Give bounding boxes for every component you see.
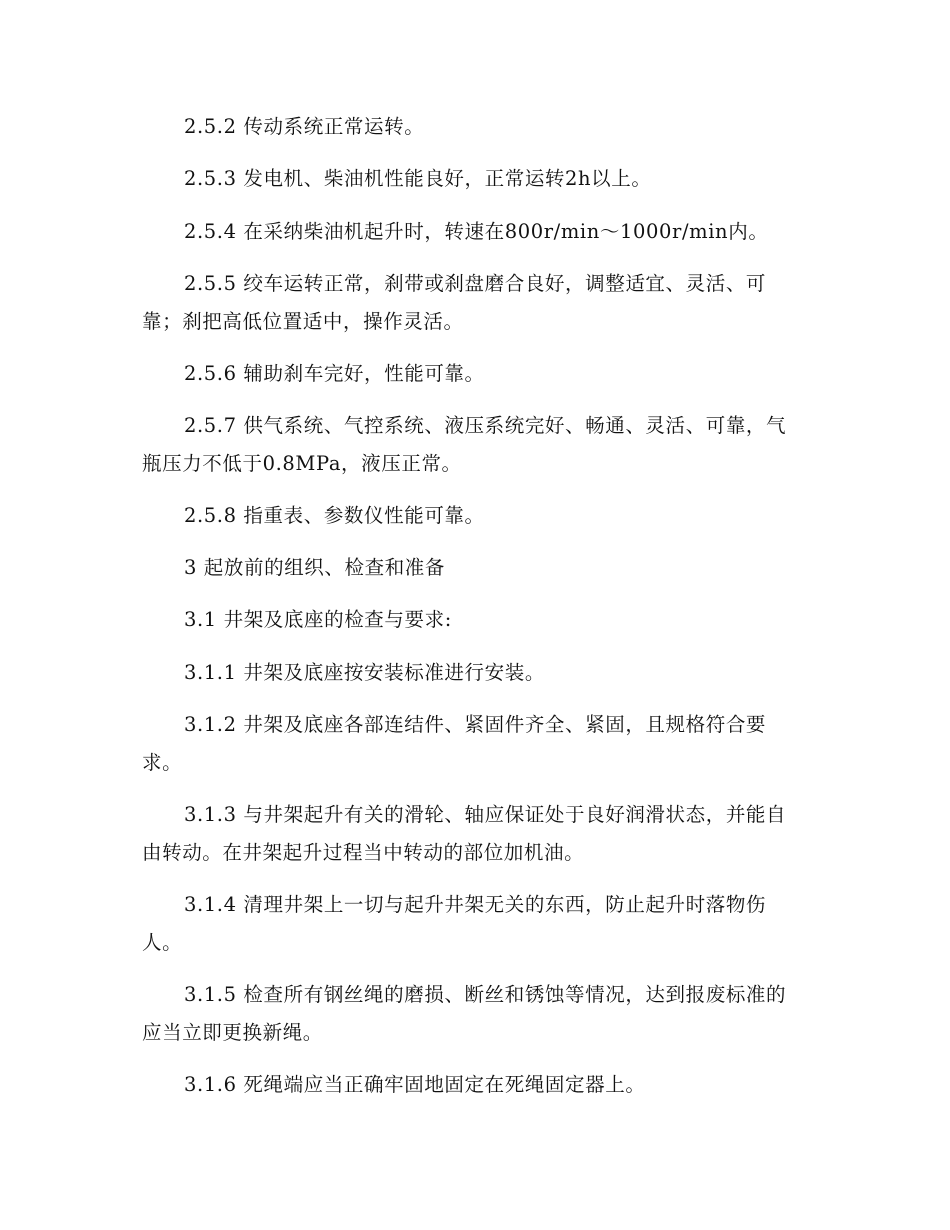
paragraph-2-5-8: 2.5.8 指重表、参数仪性能可靠。 [184, 504, 485, 527]
subsection-heading-3-1: 3.1 井架及底座的检查与要求: [184, 608, 452, 631]
paragraph-2-5-7: 2.5.7 供气系统、气控系统、液压系统完好、畅通、灵活、可靠，气瓶压力不低于0.8MPa，液压正常。 [142, 414, 787, 475]
paragraph-3-1-3: 3.1.3 与井架起升有关的滑轮、轴应保证处于良好润滑状态，并能自由转动。在井架起升过程当中转动的部位加机油。 [142, 803, 787, 864]
paragraph-3-1-6: 3.1.6 死绳端应当正确牢固地固定在死绳固定器上。 [184, 1073, 646, 1096]
paragraph-2-5-3: 2.5.3 发电机、柴油机性能良好，正常运转2h以上。 [184, 167, 652, 190]
paragraph-3-1-1: 3.1.1 井架及底座按安装标准进行安装。 [184, 661, 545, 684]
paragraph-3-1-5: 3.1.5 检查所有钢丝绳的磨损、断丝和锈蚀等情况，达到报废标准的应当立即更换新绳。 [142, 983, 787, 1044]
paragraph-2-5-4: 2.5.4 在采纳柴油机起升时，转速在800r/min～1000r/min内。 [184, 220, 769, 243]
paragraph-2-5-5: 2.5.5 绞车运转正常，刹带或刹盘磨合良好，调整适宜、灵活、可靠；刹把高低位置适中，操作灵活。 [142, 272, 767, 333]
paragraph-3-1-4: 3.1.4 清理井架上一切与起升井架无关的东西，防止起升时落物伤人。 [142, 893, 767, 954]
paragraph-2-5-6: 2.5.6 辅助刹车完好，性能可靠。 [184, 362, 485, 385]
section-heading-3: 3 起放前的组织、检查和准备 [184, 556, 446, 579]
paragraph-2-5-2: 2.5.2 传动系统正常运转。 [184, 115, 425, 138]
paragraph-3-1-2: 3.1.2 井架及底座各部连结件、紧固件齐全、紧固，且规格符合要求。 [142, 713, 767, 774]
